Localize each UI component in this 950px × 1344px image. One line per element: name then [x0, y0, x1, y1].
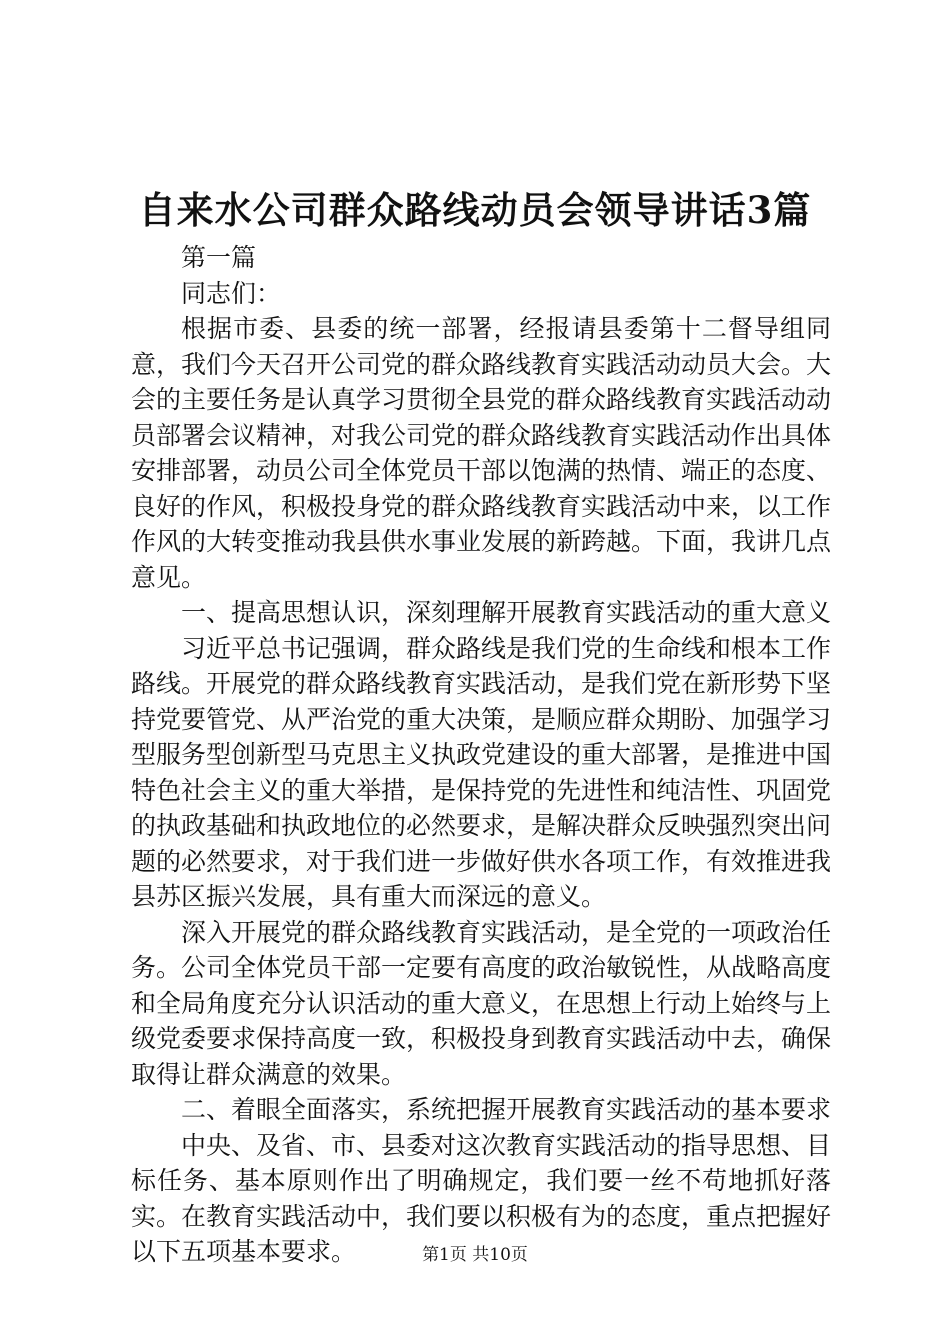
- paragraph: 中央、及省、市、县委对这次教育实践活动的指导思想、目标任务、基本原则作出了明确规定，我们要一丝不苟地抓好落实。在教育实践活动中，我们要以积极有为的态度，重点把握好以下五项基本要求。: [131, 1130, 832, 1266]
- page-footer: 第1页 共10页: [422, 1245, 528, 1265]
- document-title: 自来水公司群众路线动员会领导讲话3篇: [138, 188, 812, 232]
- subheading: 二、着眼全面落实，系统把握开展教育实践活动的基本要求: [181, 1095, 832, 1124]
- section-heading: 第一篇: [181, 243, 257, 272]
- paragraph: 习近平总书记强调，群众路线是我们党的生命线和根本工作路线。开展党的群众路线教育实践活动，是我们党在新形势下坚持党要管党、从严治党的重大决策，是顺应群众期盼、加强学习型服务型创新型马克思主义执政党建设的重大部署，是推进中国特色社会主义的重大举措，是保持党的先进性和纯洁性、巩固党的执政基础和执政地位的必然要求，是解决群众反映强烈突出问题的必然要求，对于我们进一步做好供水各项工作，有效推进我县苏区振兴发展，具有重大而深远的意义。: [131, 633, 832, 911]
- document-body: [131, 240, 831, 1270]
- subheading: 一、提高思想认识，深刻理解开展教育实践活动的重大意义: [181, 598, 832, 627]
- paragraph: 根据市委、县委的统一部署，经报请县委第十二督导组同意，我们今天召开公司党的群众路线教育实践活动动员大会。大会的主要任务是认真学习贯彻全县党的群众路线教育实践活动动员部署会议精神，对我公司党的群众路线教育实践活动作出具体安排部署，动员公司全体党员干部以饱满的热情、端正的态度、良好的作风，积极投身党的群众路线教育实践活动中来，以工作作风的大转变推动我县供水事业发展的新跨越。下面，我讲几点意见。: [131, 314, 832, 592]
- salutation: 同志们：: [181, 278, 282, 308]
- paragraph: 深入开展党的群众路线教育实践活动，是全党的一项政治任务。公司全体党员干部一定要有高度的政治敏锐性，从战略高度和全局角度充分认识活动的重大意义，在思想上行动上始终与上级党委要求保持高度一致，积极投身到教育实践活动中去，确保取得让群众满意的效果。: [131, 917, 832, 1089]
